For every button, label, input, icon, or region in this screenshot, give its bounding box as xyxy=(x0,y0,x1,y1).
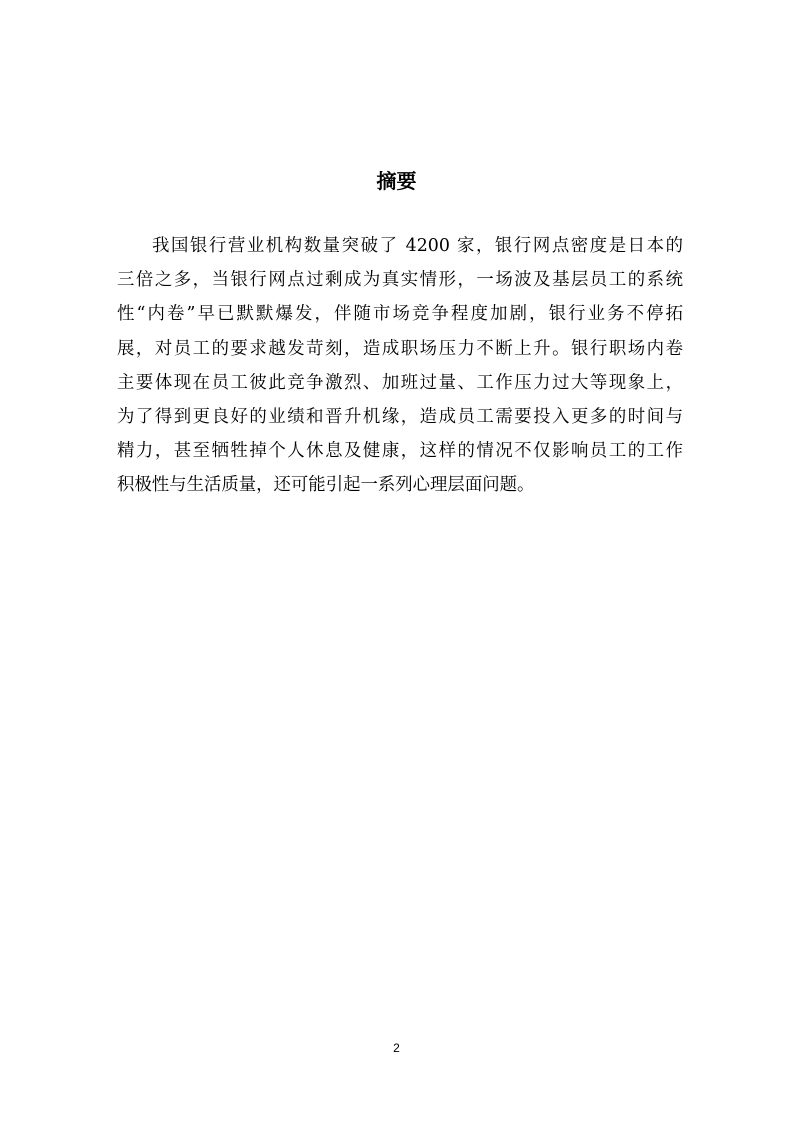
abstract-line: 展，对员工的要求越发苛刻，造成职场压力不断上升。银行职场内卷 xyxy=(117,338,683,359)
abstract-line: 为了得到更良好的业绩和晋升机缘，造成员工需要投入更多的时间与 xyxy=(117,407,683,428)
abstract-line: 精力，甚至牺牲掉个人休息及健康，这样的情况不仅影响员工的工作 xyxy=(117,441,683,462)
abstract-paragraph xyxy=(117,229,683,503)
abstract-title: 摘要 xyxy=(376,169,417,193)
abstract-line: 积极性与生活质量，还可能引起一系列心理层面问题。 xyxy=(117,475,535,496)
abstract-line: 主要体现在员工彼此竞争激烈、加班过量、工作压力过大等现象上， xyxy=(117,372,683,393)
page-number: 2 xyxy=(393,1041,400,1055)
abstract-line: 三倍之多，当银行网点过剩成为真实情形，一场波及基层员工的系统 xyxy=(117,270,683,291)
abstract-line: 性“内卷”早已默默爆发，伴随市场竞争程度加剧，银行业务不停拓 xyxy=(117,304,683,325)
abstract-line: 我国银行营业机构数量突破了 4200 家，银行网点密度是日本的 xyxy=(152,236,683,256)
